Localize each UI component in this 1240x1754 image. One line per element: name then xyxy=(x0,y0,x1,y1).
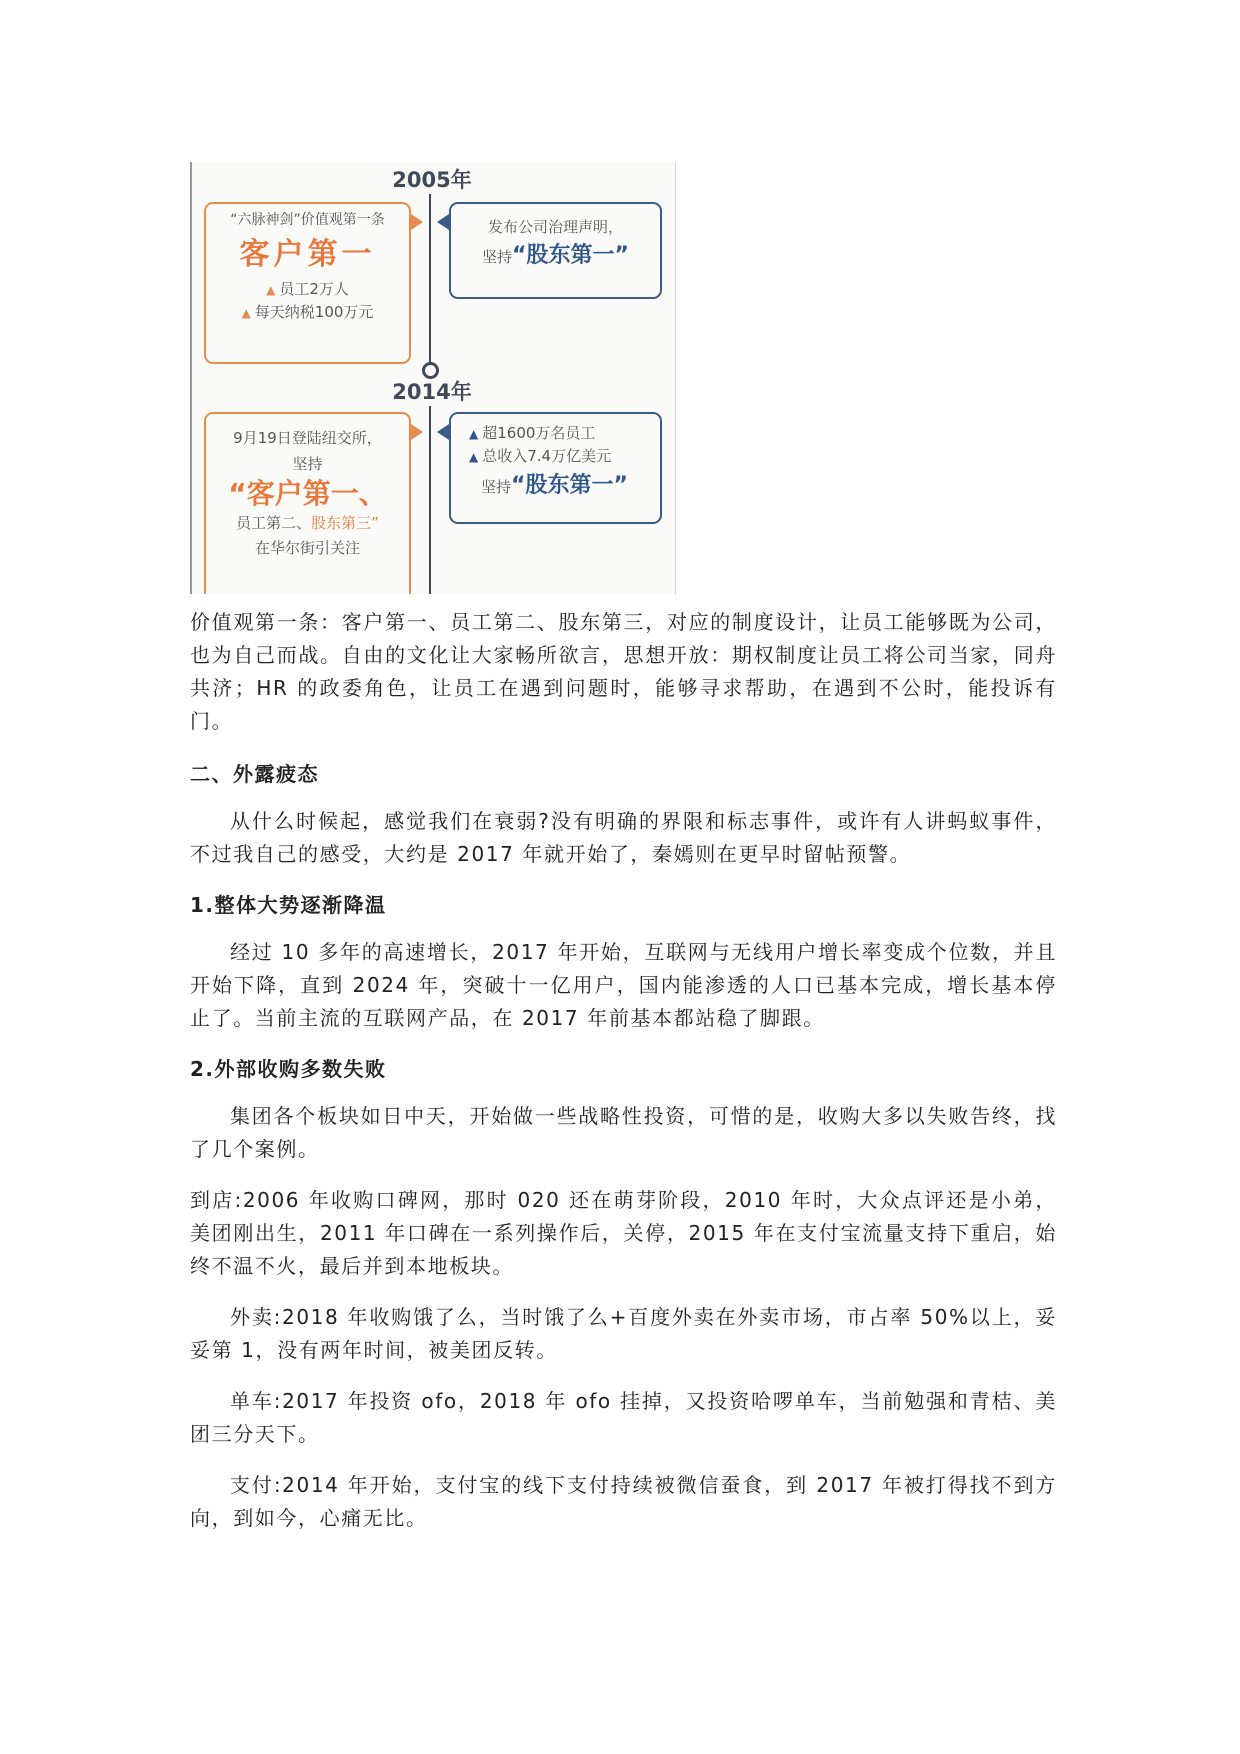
card-highlight: 股东第三” xyxy=(311,513,379,532)
triangle-up-icon: ▲ xyxy=(469,427,479,441)
paragraph-decline: 从什么时候起，感觉我们在衰弱?没有明确的界限和标志事件，或许有人讲蚂蚁事件，不过我自己的感受，大约是 2017 年就开始了，秦嫣则在更早时留帖预警。 xyxy=(190,809,1057,866)
paragraph-waimai: 外卖:2018 年收购饿了么，当时饿了么+百度外卖在外卖市场，市占率 50%以上，妥妥第 1，没有两年时间，被美团反转。 xyxy=(190,1305,1057,1362)
bubble-tail xyxy=(411,214,423,230)
paragraph-daodian: 到店:2006 年收购口碑网，那时 020 还在萌芽阶段，2010 年时，大众点评还是小弟，美团刚出生，2011 年口碑在一系列操作后，关停，2015 年在支付宝流量支持下重启，始终不温不火，最后并到本地板块。 xyxy=(190,1188,1057,1278)
card-highlight: 客户第一 xyxy=(239,236,376,272)
bubble-tail xyxy=(437,424,449,440)
card-text: 员工第二、 xyxy=(236,513,312,532)
document-page xyxy=(190,162,1057,1535)
card-highlight: “股东第一” xyxy=(511,472,628,498)
timeline-figure xyxy=(190,162,676,594)
bubble-tail xyxy=(437,214,449,230)
paragraph-values: 价值观第一条：客户第一、员工第二、股东第三，对应的制度设计，让员工能够既为公司，也为自己而战。自由的文化让大家畅所欲言，思想开放：期权制度让员工将公司当家，同舟共济；HR 的政委角色，让员工在遇到问题时，能够寻求帮助，在遇到不公时，能投诉有门。 xyxy=(190,610,1057,733)
card-item: 每天纳税100万元 xyxy=(254,303,374,322)
subsection-heading: 1.整体大势逐渐降温 xyxy=(190,893,387,917)
triangle-up-icon: ▲ xyxy=(266,283,276,298)
card-highlight: “客户第一、 xyxy=(228,477,387,510)
paragraph-acquisitions: 集团各个板块如日中天，开始做一些战略性投资，可惜的是，收购大多以失败告终，找了几个案例。 xyxy=(190,1104,1057,1161)
card-text: 发布公司治理声明， xyxy=(487,218,623,236)
paragraph-zhifu: 支付:2014 年开始，支付宝的线下支付持续被微信蚕食，到 2017 年被打得找不到方向，到如今，心痛无比。 xyxy=(190,1473,1057,1530)
year-2005-label: 2005年 xyxy=(342,164,522,194)
card-item: 总收入7.4万亿美元 xyxy=(482,447,612,466)
bubble-tail xyxy=(411,424,423,440)
card-text: 坚持 xyxy=(481,477,512,496)
section-heading: 二、外露疲态 xyxy=(190,762,319,786)
card-text: 9月19日登陆纽交所， xyxy=(233,429,382,447)
card-item: 员工2万人 xyxy=(279,280,349,299)
card-2005-values xyxy=(204,202,411,364)
subsection-heading: 2.外部收购多数失败 xyxy=(190,1057,387,1081)
card-2014-nyse xyxy=(204,412,411,594)
card-text: 坚持 xyxy=(292,454,323,473)
card-item: 超1600万名员工 xyxy=(482,424,596,442)
card-highlight: “股东第一” xyxy=(512,243,629,269)
triangle-up-icon: ▲ xyxy=(241,306,251,321)
card-2014-stats xyxy=(449,412,662,524)
paragraph-danche: 单车:2017 年投资 ofo，2018 年 ofo 挂掉，又投资哈啰单车，当前勉强和青桔、美团三分天下。 xyxy=(190,1389,1057,1446)
card-text: 在华尔街引关注 xyxy=(254,539,360,558)
timeline-node xyxy=(422,362,439,379)
paragraph-growth: 经过 10 多年的高速增长，2017 年开始，互联网与无线用户增长率变成个位数，并且开始下降，直到 2024 年，突破十一亿用户，国内能渗透的人口已基本完成，增长基本停止了。当前主流的互联网产品，在 2017 年前基本都站稳了脚跟。 xyxy=(190,940,1057,1030)
card-text: 坚持 xyxy=(482,248,513,267)
card-2005-governance xyxy=(449,202,662,299)
card-text: “六脉神剑”价值观第一条 xyxy=(230,212,385,228)
year-2014-label: 2014年 xyxy=(342,376,522,406)
triangle-up-icon: ▲ xyxy=(469,450,479,465)
